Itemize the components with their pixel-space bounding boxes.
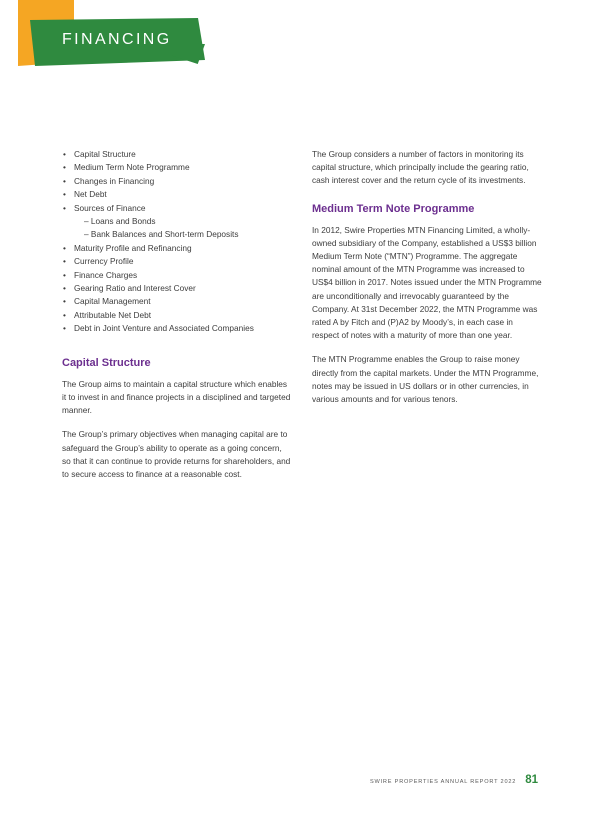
list-item[interactable]: • Capital Structure: [62, 148, 292, 161]
list-item[interactable]: • Currency Profile: [62, 255, 292, 268]
section-heading-capital-structure: Capital Structure: [62, 356, 151, 369]
list-item[interactable]: • Sources of Finance: [62, 202, 292, 215]
section-contents-list: [62, 148, 292, 336]
page-footer: [370, 774, 538, 786]
paragraph: In 2012, Swire Properties MTN Financing Limited, a wholly-owned subsidiary of the Company, established a US$3 billion Medium Term Note (“MTN”) Programme. The aggregate nominal amount of the MTN Programme was increased to US$4 billion in 2017. Notes issued under the MTN Programme are unconditionally and irrevocably guaranteed by the Company. At 31st December 2022, the MTN Programme was rated A by Fitch and (P)A2 by Moody’s, in each case in respect of notes with a maturity of more than one year.: [312, 224, 542, 341]
list-item[interactable]: • Medium Term Note Programme: [62, 161, 292, 174]
section-heading-medium-term-note-programme: Medium Term Note Programme: [312, 202, 475, 215]
page-number: 81: [525, 774, 538, 786]
list-item[interactable]: • Gearing Ratio and Interest Cover: [62, 282, 292, 295]
list-item[interactable]: – Loans and Bonds: [84, 216, 156, 227]
banner-green-tail: [172, 44, 205, 64]
list-item[interactable]: • Changes in Financing: [62, 175, 292, 188]
list-item[interactable]: • Capital Management: [62, 295, 292, 308]
right-column: [312, 148, 542, 406]
list-item[interactable]: • Attributable Net Debt: [62, 309, 292, 322]
list-item[interactable]: • Maturity Profile and Refinancing: [62, 242, 292, 255]
left-column: [62, 148, 292, 481]
paragraph: The Group considers a number of factors in monitoring its capital structure, which principally include the gearing ratio, cash interest cover and the return cycle of its investments.: [312, 149, 529, 186]
list-item[interactable]: • Debt in Joint Venture and Associated Companies: [62, 322, 292, 335]
paragraph: The Group aims to maintain a capital structure which enables it to invest in and finance projects in a disciplined and targeted manner.: [62, 378, 291, 416]
footer-report-title: SWIRE PROPERTIES ANNUAL REPORT 2022: [369, 779, 517, 785]
list-item[interactable]: • Net Debt: [62, 188, 292, 201]
list-item[interactable]: – Bank Balances and Short-term Deposits: [84, 229, 239, 240]
page-header-banner: [0, 0, 230, 80]
paragraph: The Group’s primary objectives when managing capital are to safeguard the Group’s ability to operate as a going concern, so that it can continue to provide returns for shareholders, and to secure access to finance at a reasonable cost.: [62, 429, 291, 479]
list-item[interactable]: • Finance Charges: [62, 269, 292, 282]
page-title: FINANCING: [62, 31, 172, 48]
paragraph: The MTN Programme enables the Group to raise money directly from the capital markets. Under the MTN Programme, notes may be issued in US dollars or in other currencies, in various amounts and for various tenors.: [312, 354, 539, 405]
